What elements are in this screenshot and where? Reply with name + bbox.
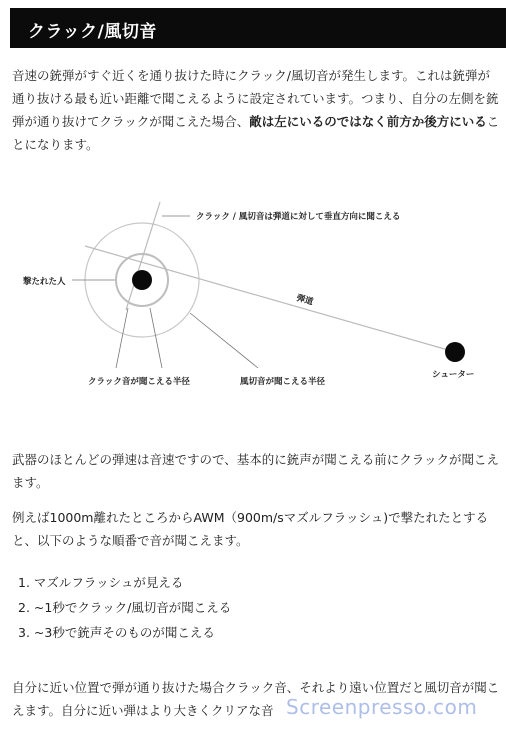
label-wind-radius: 風切音が聞こえる半径 [240,377,326,387]
intro-paragraph [12,64,500,156]
crack-radius-pointer-left [116,308,128,368]
list-item: 3. ~3秒で銃声そのものが聞こえる [18,625,215,640]
shooter-dot [445,342,465,362]
wind-radius-pointer [190,313,258,368]
section-title: クラック/風切音 [28,22,157,42]
list-item: 2. ~1秒でクラック/風切音が聞こえる [18,600,232,615]
list-item: 1. マズルフラッシュが見える [18,575,184,590]
crack-radius-pointer-right [150,308,162,368]
intro-emphasis: 敵は左にいるのではなく前方か後方にいる [249,114,487,129]
intro-text-before: 音速の銃弾がすぐ近くを通り抜けた時にクラック/風切音が発生します。これは銃弾が通り抜ける最も近い距離で聞こえるように設定されています。つまり、自分の左側を銃弾が通り抜けてクラックが聞こえた場合、 [12,68,499,129]
paragraph-distance: 自分に近い位置で弾が通り抜けた場合クラック音、それより遠い位置だと風切音が聞こえます。自分に近い弾はより大きくクリアな音 [12,680,500,718]
section-header [10,8,506,48]
paragraph-example: 例えば1000m離れたところからAWM（900m/sマズルフラッシュ)で撃たれたとすると、以下のような順番で音が聞こえます。 [12,510,489,548]
label-crack-perpendicular: クラック / 風切音は弾道に対して垂直方向に聞こえる [196,212,401,222]
label-trajectory: 弾道 [295,293,315,308]
label-victim: 撃たれた人 [23,277,66,287]
paragraph-bullet-speed: 武器のほとんどの弾速は音速ですので、基本的に銃声が聞こえる前にクラックが聞こえます。 [12,452,500,490]
trajectory-line [85,246,455,352]
sound-order-list [18,570,231,645]
victim-dot [132,270,152,290]
label-crack-radius: クラック音が聞こえる半径 [88,377,190,387]
crack-sound-diagram [0,180,509,420]
intro-text-after: ことになります。 [12,114,500,152]
label-shooter: シューター [432,370,475,380]
watermark: Screenpresso.com [286,695,478,719]
